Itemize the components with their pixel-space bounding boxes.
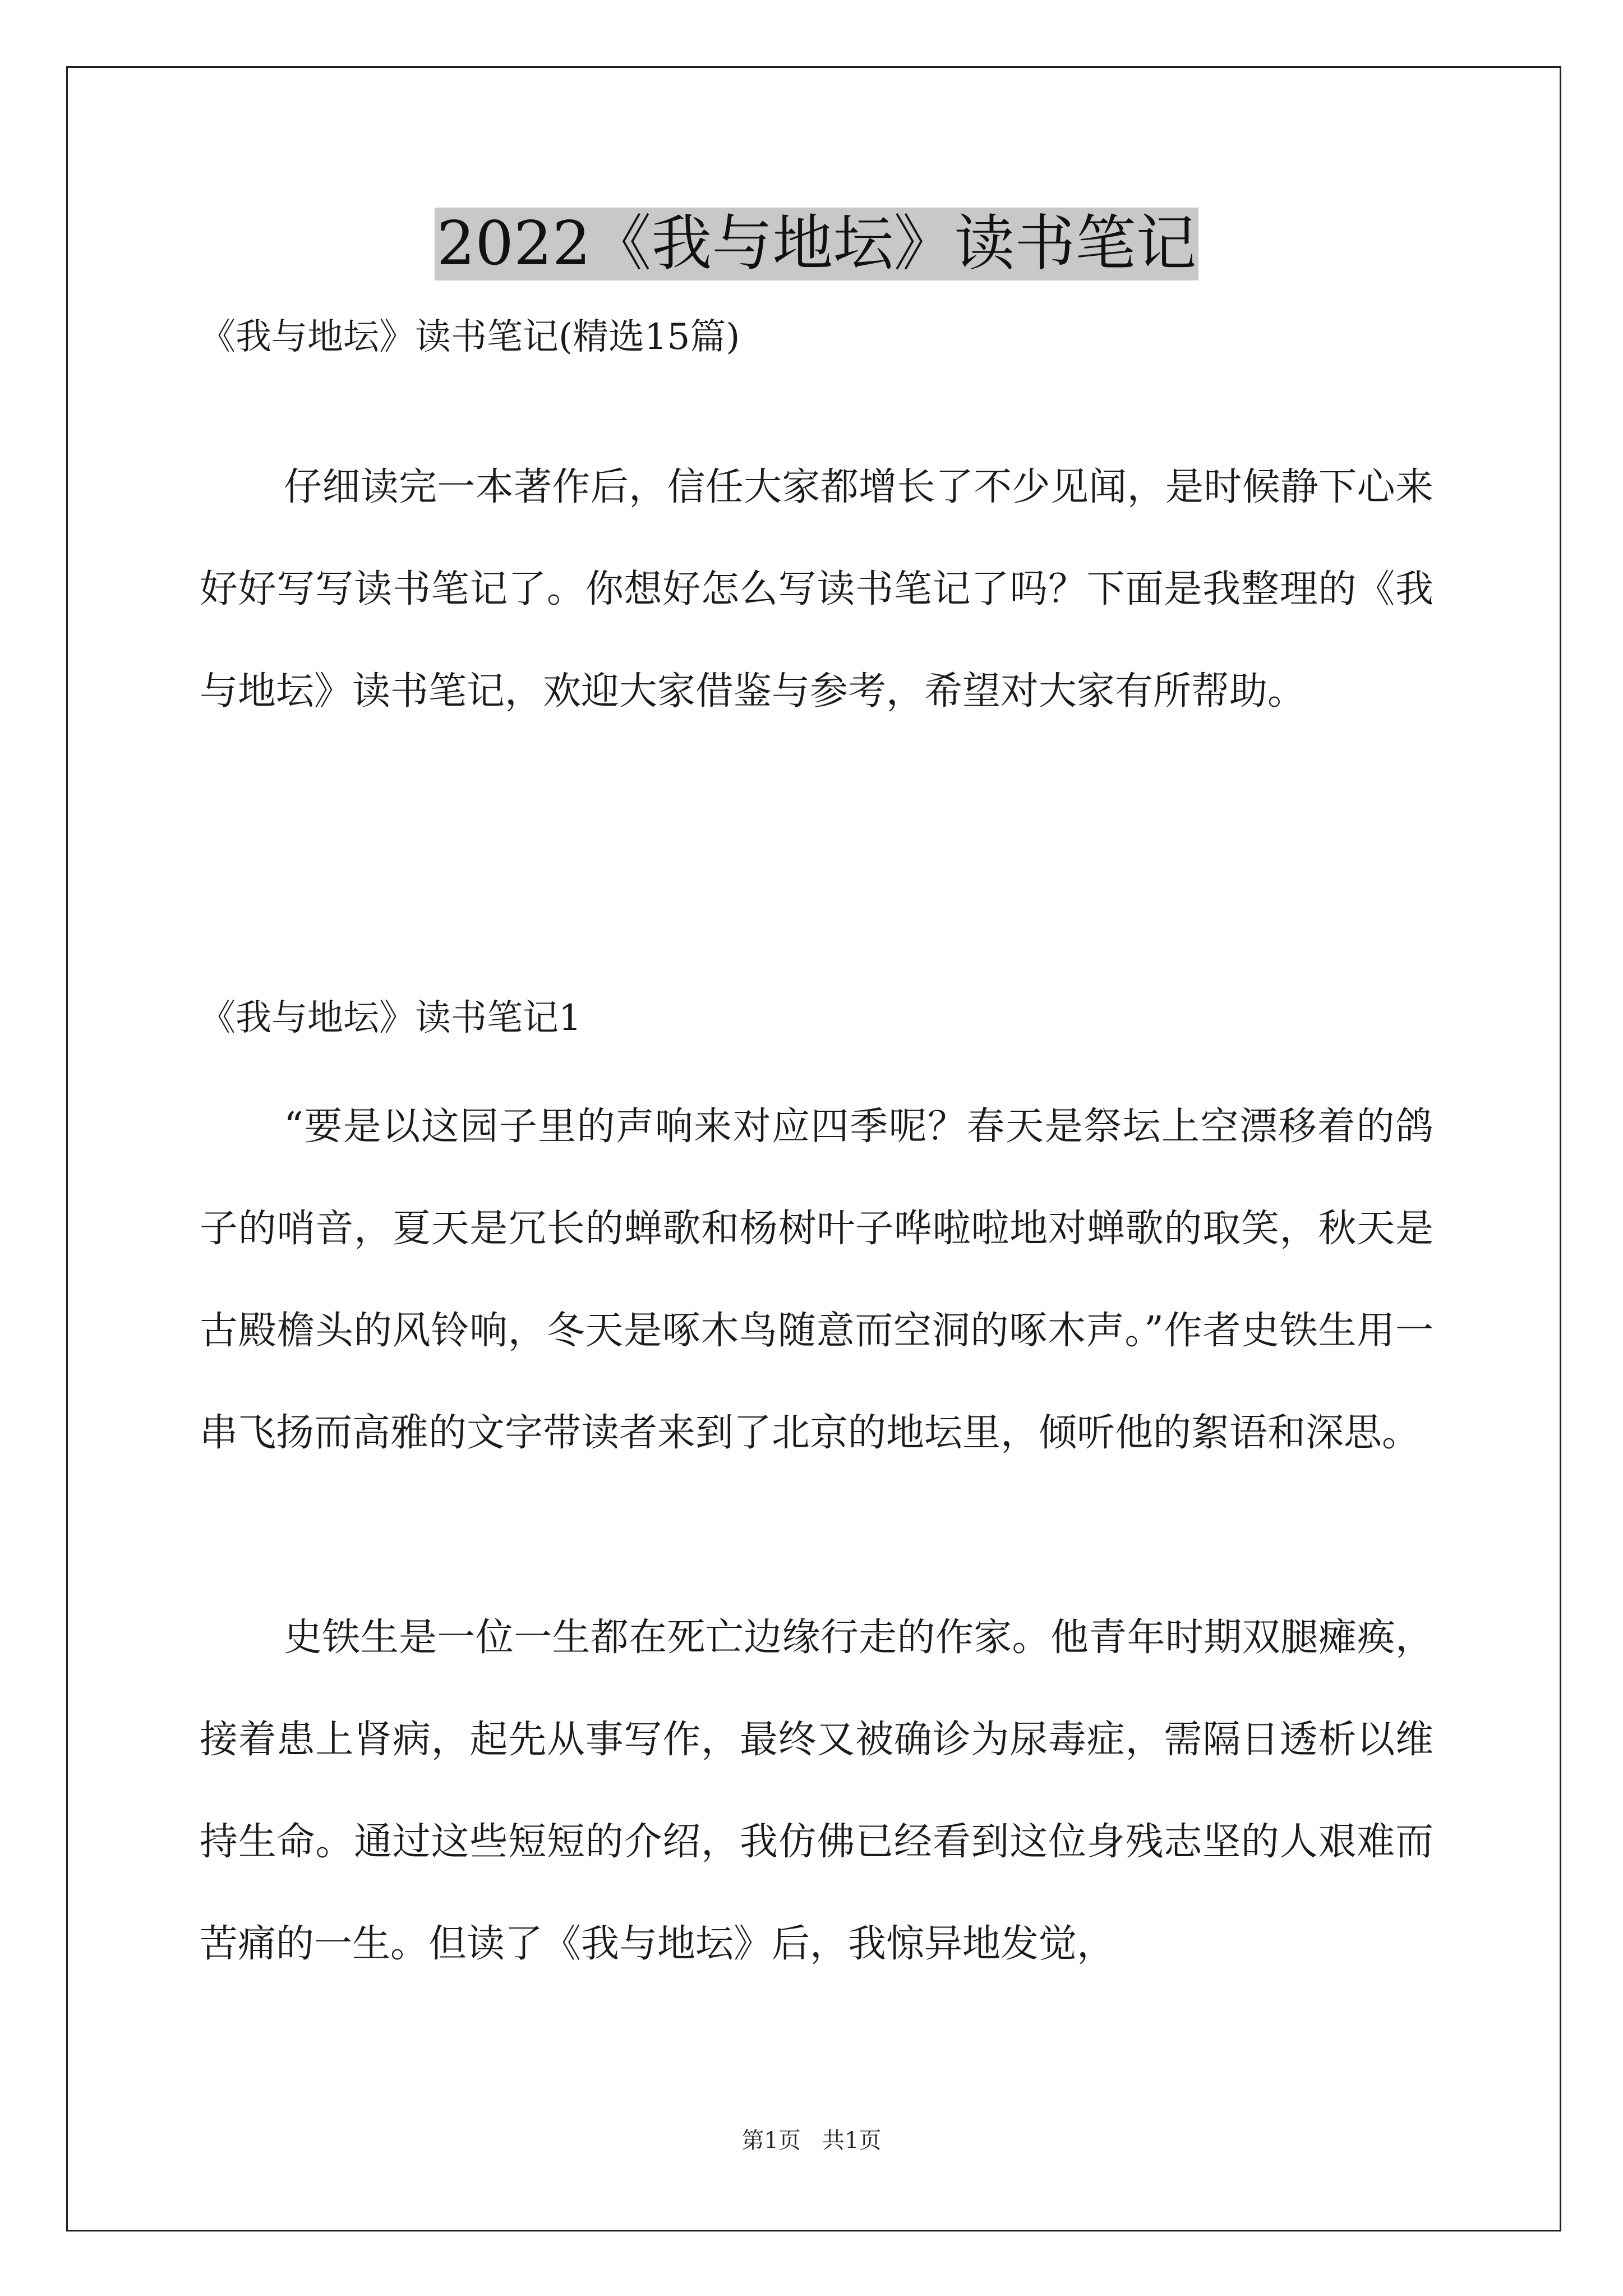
section-paragraph: “要是以这园子里的声响来对应四季呢？春天是祭坛上空漂移着的鸽子的哨音，夏天是冗长的蝉歌和杨树叶子哗啦啦地对蝉歌的取笑，秋天是古殿檐头的风铃响，冬天是啄木鸟随意而空洞的啄木声。”作者史铁生用一串飞扬而高雅的文字带读者来到了北京的地坛里，倾听他的絮语和深思。 xyxy=(200,1105,1433,1455)
page-footer: 第1页 共1页 xyxy=(741,2128,882,2154)
document-title: 2022《我与地坛》读书笔记 xyxy=(435,208,1199,280)
document-subtitle: 《我与地坛》读书笔记(精选15篇) xyxy=(200,316,740,358)
intro-paragraph: 仔细读完一本著作后，信任大家都增长了不少见闻，是时候静下心来好好写写读书笔记了。你想好怎么写读书笔记了吗？下面是我整理的《我与地坛》读书笔记，欢迎大家借鉴与参考，希望对大家有所帮助。 xyxy=(200,465,1433,714)
title-wrap xyxy=(200,208,1433,280)
section-paragraph: 史铁生是一位一生都在死亡边缘行走的作家。他青年时期双腿瘫痪，接着患上肾病，起先从事写作，最终又被确诊为尿毒症，需隔日透析以维持生命。通过这些短短的介绍，我仿佛已经看到这位身残志坚的人艰难而苦痛的一生。但读了《我与地坛》后，我惊异地发觉， xyxy=(200,1616,1433,1966)
section-heading: 《我与地坛》读书笔记1 xyxy=(200,997,582,1039)
